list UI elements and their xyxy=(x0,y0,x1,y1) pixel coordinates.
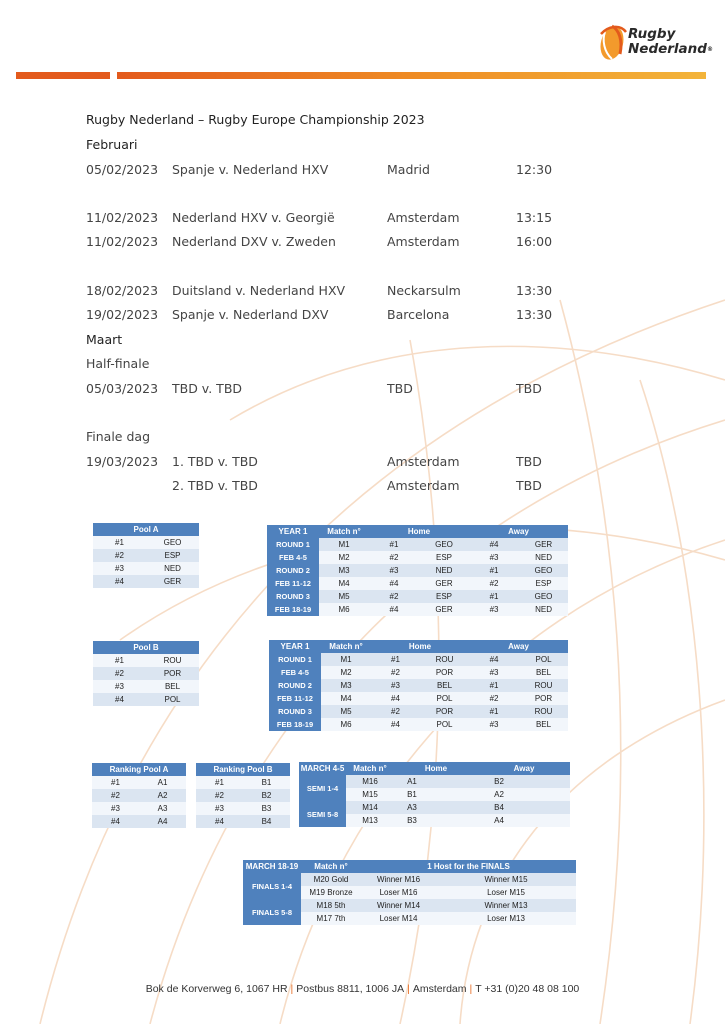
table-cell xyxy=(541,886,576,899)
table-cell: ROU xyxy=(146,654,199,667)
match-no-header: Match n° xyxy=(346,762,394,775)
home-header: Home xyxy=(371,640,469,653)
table-cell: POL xyxy=(420,692,469,705)
table-cell: B2 xyxy=(243,789,290,802)
table-cell: Loser M15 xyxy=(471,886,541,899)
table-cell: #1 xyxy=(469,590,519,603)
table-row xyxy=(92,789,186,802)
table-row xyxy=(269,666,568,679)
away-header: Away xyxy=(469,640,568,653)
round-label: ROUND 2 xyxy=(269,679,321,692)
table-cell: A2 xyxy=(478,788,520,801)
pool-b-matches-table xyxy=(269,640,568,731)
table-row xyxy=(267,603,568,616)
table-cell: #2 xyxy=(371,666,420,679)
finals-table xyxy=(243,860,576,925)
table-cell: #1 xyxy=(469,679,519,692)
table-cell: B3 xyxy=(243,802,290,815)
table-cell xyxy=(520,775,570,788)
header-bar-right xyxy=(117,72,706,79)
table-cell: #3 xyxy=(93,680,146,693)
table-cell: ESP xyxy=(146,549,199,562)
table-row xyxy=(93,549,199,562)
round-dates: FEB 4-5 xyxy=(269,666,321,679)
table-cell: #4 xyxy=(93,575,146,588)
table-cell: GEO xyxy=(519,564,568,577)
table-cell xyxy=(520,814,570,827)
table-cell: #1 xyxy=(93,536,146,549)
table-cell: A4 xyxy=(478,814,520,827)
table-cell: B1 xyxy=(394,788,430,801)
table-cell: NED xyxy=(519,551,568,564)
away-header: Away xyxy=(469,525,568,538)
footer-separator: | xyxy=(290,983,294,995)
table-cell xyxy=(430,775,478,788)
match-no-header: Match n° xyxy=(321,640,371,653)
table-cell xyxy=(520,801,570,814)
fixture-date: 19/03/2023 xyxy=(86,454,159,469)
table-cell: #2 xyxy=(371,705,420,718)
table-row xyxy=(93,562,199,575)
fixture-time: 13:30 xyxy=(516,307,553,322)
table-cell: B3 xyxy=(394,814,430,827)
table-cell xyxy=(520,788,570,801)
table-cell: POR xyxy=(146,667,199,680)
table-row xyxy=(92,815,186,828)
table-cell: B4 xyxy=(478,801,520,814)
table-cell: #2 xyxy=(469,577,519,590)
table-cell: #3 xyxy=(469,666,519,679)
round-label: ROUND 2 xyxy=(267,564,319,577)
footer-city: Amsterdam xyxy=(412,983,467,995)
footer-phone: T +31 (0)20 48 08 100 xyxy=(475,983,580,995)
table-cell: #3 xyxy=(469,551,519,564)
table-cell: Winner M13 xyxy=(471,899,541,912)
table-cell: GEO xyxy=(519,590,568,603)
table-row xyxy=(92,802,186,815)
round-label: ROUND 1 xyxy=(269,653,321,666)
table-cell: #1 xyxy=(369,538,419,551)
pool-a-table xyxy=(93,523,199,588)
table-cell: A1 xyxy=(394,775,430,788)
table-cell: #2 xyxy=(369,551,419,564)
away-header: Away xyxy=(478,762,570,775)
fixture-match: Duitsland v. Nederland HXV xyxy=(172,283,346,298)
pool-b-table xyxy=(93,641,199,706)
table-row xyxy=(267,590,568,603)
table-row xyxy=(299,801,570,814)
table-cell: M5 xyxy=(321,705,371,718)
table-cell xyxy=(541,912,576,925)
table-cell: BEL xyxy=(420,679,469,692)
table-cell: #1 xyxy=(469,705,519,718)
fixture-time: 13:15 xyxy=(516,210,553,225)
fixture-time: TBD xyxy=(516,454,542,469)
semi-group-label: SEMI 5-8 xyxy=(299,801,346,827)
fixture-time: TBD xyxy=(516,381,542,396)
table-cell: GEO xyxy=(419,538,469,551)
table-cell: POL xyxy=(519,653,568,666)
round-dates: FEB 18-19 xyxy=(267,603,319,616)
table-cell: POR xyxy=(420,705,469,718)
table-cell: #1 xyxy=(371,653,420,666)
table-cell: Winner M16 xyxy=(361,873,436,886)
table-row xyxy=(299,775,570,788)
table-row xyxy=(196,815,290,828)
table-cell: M6 xyxy=(319,603,369,616)
fixture-time: TBD xyxy=(516,478,542,493)
table-cell: #1 xyxy=(469,564,519,577)
table-row xyxy=(243,873,576,886)
table-cell xyxy=(541,899,576,912)
logo-line2: Nederland® xyxy=(628,41,713,57)
table-cell: BEL xyxy=(519,718,568,731)
fixture-venue: Barcelona xyxy=(387,307,450,322)
table-cell: ESP xyxy=(519,577,568,590)
table-cell: M2 xyxy=(319,551,369,564)
table-cell: #2 xyxy=(369,590,419,603)
table-cell: M16 xyxy=(346,775,394,788)
table-cell: #4 xyxy=(469,653,519,666)
table-cell: M17 7th xyxy=(301,912,361,925)
semis-date-header: MARCH 4-5 xyxy=(300,764,345,773)
fixture-date: 19/02/2023 xyxy=(86,307,159,322)
table-cell: M5 xyxy=(319,590,369,603)
ranking-pool-b-table xyxy=(196,763,290,828)
table-cell: M4 xyxy=(319,577,369,590)
fixture-date: 11/02/2023 xyxy=(86,234,159,249)
table-cell: #4 xyxy=(369,603,419,616)
header-bar-left xyxy=(16,72,110,79)
round-dates: FEB 4-5 xyxy=(267,551,319,564)
table-cell: POR xyxy=(519,692,568,705)
table-cell: M18 5th xyxy=(301,899,361,912)
table-row xyxy=(269,679,568,692)
table-cell: NED xyxy=(419,564,469,577)
table-cell: #4 xyxy=(369,577,419,590)
table-cell xyxy=(430,801,478,814)
footer-street: Bok de Korverweg 6, 1067 HR xyxy=(145,983,288,995)
ranking-pool-a-table xyxy=(92,763,186,828)
fixture-match: TBD v. TBD xyxy=(172,381,243,396)
fixture-date: 11/02/2023 xyxy=(86,210,159,225)
fixture-match: Spanje v. Nederland HXV xyxy=(172,162,329,177)
table-cell: #4 xyxy=(196,815,243,828)
table-cell: #1 xyxy=(92,776,139,789)
fixture-time: 13:30 xyxy=(516,283,553,298)
table-row xyxy=(93,575,199,588)
table-cell: M19 Bronze xyxy=(301,886,361,899)
table-row xyxy=(269,718,568,731)
fixture-match: Nederland HXV v. Georgië xyxy=(172,210,335,225)
table-cell: BEL xyxy=(519,666,568,679)
table-cell: ROU xyxy=(519,705,568,718)
table-row xyxy=(267,577,568,590)
table-cell: #2 xyxy=(92,789,139,802)
year-header: YEAR 1 xyxy=(269,640,321,653)
table-cell xyxy=(436,899,471,912)
table-row xyxy=(269,692,568,705)
fixture-match: 2. TBD v. TBD xyxy=(172,478,258,493)
table-row xyxy=(243,899,576,912)
table-row xyxy=(93,654,199,667)
table-cell: GEO xyxy=(146,536,199,549)
table-cell: #1 xyxy=(196,776,243,789)
table-row xyxy=(196,789,290,802)
table-row xyxy=(267,564,568,577)
table-row xyxy=(267,551,568,564)
table-cell: Loser M16 xyxy=(361,886,436,899)
table-cell: A3 xyxy=(139,802,186,815)
table-cell: #3 xyxy=(92,802,139,815)
table-cell: POL xyxy=(420,718,469,731)
pool-a-matches-table xyxy=(267,525,568,616)
footer-postbus: Postbus 8811, 1006 JA xyxy=(296,983,405,995)
round-label: ROUND 3 xyxy=(267,590,319,603)
ranking-pool-a-title: Ranking Pool A xyxy=(92,763,186,776)
fixture-venue: TBD xyxy=(387,381,413,396)
match-no-header: Match n° xyxy=(319,525,369,538)
fixture-venue: Amsterdam xyxy=(387,234,460,249)
match-no-header: Match n° xyxy=(301,860,361,873)
table-row xyxy=(269,705,568,718)
table-cell: #4 xyxy=(371,718,420,731)
table-cell: M14 xyxy=(346,801,394,814)
table-cell: A2 xyxy=(139,789,186,802)
pool-a-title: Pool A xyxy=(93,523,199,536)
fixture-date: 18/02/2023 xyxy=(86,283,159,298)
table-cell: M2 xyxy=(321,666,371,679)
table-cell: #3 xyxy=(469,603,519,616)
finals-group-label: FINALS 5-8 xyxy=(243,899,301,925)
table-cell: ROU xyxy=(420,653,469,666)
table-row xyxy=(93,693,199,706)
round-label: ROUND 3 xyxy=(269,705,321,718)
table-row xyxy=(93,667,199,680)
fixture-match: Nederland DXV v. Zweden xyxy=(172,234,336,249)
table-cell: #4 xyxy=(371,692,420,705)
table-cell: Winner M14 xyxy=(361,899,436,912)
round-dates: FEB 11-12 xyxy=(269,692,321,705)
round-label: ROUND 1 xyxy=(267,538,319,551)
table-cell: ESP xyxy=(419,551,469,564)
table-cell: #3 xyxy=(371,679,420,692)
table-cell: #1 xyxy=(93,654,146,667)
table-row xyxy=(267,538,568,551)
table-row xyxy=(92,776,186,789)
table-cell: M1 xyxy=(321,653,371,666)
table-cell: M15 xyxy=(346,788,394,801)
finals-date-header: MARCH 18-19 xyxy=(243,860,301,873)
table-cell: #2 xyxy=(196,789,243,802)
table-cell xyxy=(436,912,471,925)
table-cell: POL xyxy=(146,693,199,706)
fixture-venue: Neckarsulm xyxy=(387,283,461,298)
table-cell xyxy=(541,873,576,886)
table-cell: A4 xyxy=(139,815,186,828)
semi-finals-table xyxy=(299,762,570,827)
table-cell: Winner M15 xyxy=(471,873,541,886)
table-cell: A1 xyxy=(139,776,186,789)
home-header: Home xyxy=(369,525,469,538)
fixture-venue: Madrid xyxy=(387,162,430,177)
table-cell: #3 xyxy=(93,562,146,575)
table-cell: B4 xyxy=(243,815,290,828)
table-row xyxy=(196,776,290,789)
fixture-match: 1. TBD v. TBD xyxy=(172,454,258,469)
table-cell: NED xyxy=(519,603,568,616)
table-cell: GER xyxy=(146,575,199,588)
host-header: 1 Host for the FINALS xyxy=(361,860,576,873)
table-cell: #3 xyxy=(469,718,519,731)
table-cell: #4 xyxy=(93,693,146,706)
round-dates: FEB 18-19 xyxy=(269,718,321,731)
table-row xyxy=(93,680,199,693)
fixture-time: 12:30 xyxy=(516,162,553,177)
table-cell: M13 xyxy=(346,814,394,827)
table-row xyxy=(269,653,568,666)
table-cell: BEL xyxy=(146,680,199,693)
month-march: Maart xyxy=(86,332,123,347)
fixture-venue: Amsterdam xyxy=(387,454,460,469)
table-cell: NED xyxy=(146,562,199,575)
table-cell: M4 xyxy=(321,692,371,705)
fixture-time: 16:00 xyxy=(516,234,553,249)
table-row xyxy=(93,536,199,549)
table-cell: #3 xyxy=(369,564,419,577)
home-header: Home xyxy=(394,762,478,775)
table-cell: #2 xyxy=(93,667,146,680)
final-day-label: Finale dag xyxy=(86,429,151,444)
table-cell xyxy=(436,886,471,899)
footer-separator: | xyxy=(469,983,473,995)
table-cell: M3 xyxy=(321,679,371,692)
table-cell: M1 xyxy=(319,538,369,551)
table-cell: A3 xyxy=(394,801,430,814)
table-cell: M6 xyxy=(321,718,371,731)
pool-b-title: Pool B xyxy=(93,641,199,654)
finals-group-label: FINALS 1-4 xyxy=(243,873,301,899)
table-cell: GER xyxy=(419,577,469,590)
table-cell: #4 xyxy=(469,538,519,551)
table-cell: GER xyxy=(519,538,568,551)
table-cell: B2 xyxy=(478,775,520,788)
logo-line1: Rugby xyxy=(628,26,676,42)
ranking-pool-b-title: Ranking Pool B xyxy=(196,763,290,776)
footer-separator: | xyxy=(407,983,410,995)
table-cell: GER xyxy=(419,603,469,616)
fixture-date: 05/03/2023 xyxy=(86,381,159,396)
table-cell: B1 xyxy=(243,776,290,789)
fixture-venue: Amsterdam xyxy=(387,210,460,225)
fixture-date: 05/02/2023 xyxy=(86,162,159,177)
semi-final-label: Half-finale xyxy=(86,356,150,371)
table-cell: POR xyxy=(420,666,469,679)
table-cell: ROU xyxy=(519,679,568,692)
table-cell: Loser M13 xyxy=(471,912,541,925)
table-cell: #4 xyxy=(92,815,139,828)
table-cell xyxy=(430,788,478,801)
registered-mark: ® xyxy=(706,46,713,53)
table-cell xyxy=(430,814,478,827)
fixture-match: Spanje v. Nederland DXV xyxy=(172,307,329,322)
table-cell xyxy=(436,873,471,886)
table-cell: ESP xyxy=(419,590,469,603)
fixture-venue: Amsterdam xyxy=(387,478,460,493)
footer-address xyxy=(0,983,725,995)
table-cell: Loser M14 xyxy=(361,912,436,925)
table-cell: #2 xyxy=(469,692,519,705)
table-cell: M20 Gold xyxy=(301,873,361,886)
table-cell: M3 xyxy=(319,564,369,577)
table-row xyxy=(196,802,290,815)
round-dates: FEB 11-12 xyxy=(267,577,319,590)
year-header: YEAR 1 xyxy=(267,525,319,538)
table-cell: #2 xyxy=(93,549,146,562)
document-title: Rugby Nederland – Rugby Europe Championship 2023 xyxy=(86,112,425,127)
semi-group-label: SEMI 1-4 xyxy=(299,775,346,801)
month-february: Februari xyxy=(86,137,138,152)
table-cell: #3 xyxy=(196,802,243,815)
